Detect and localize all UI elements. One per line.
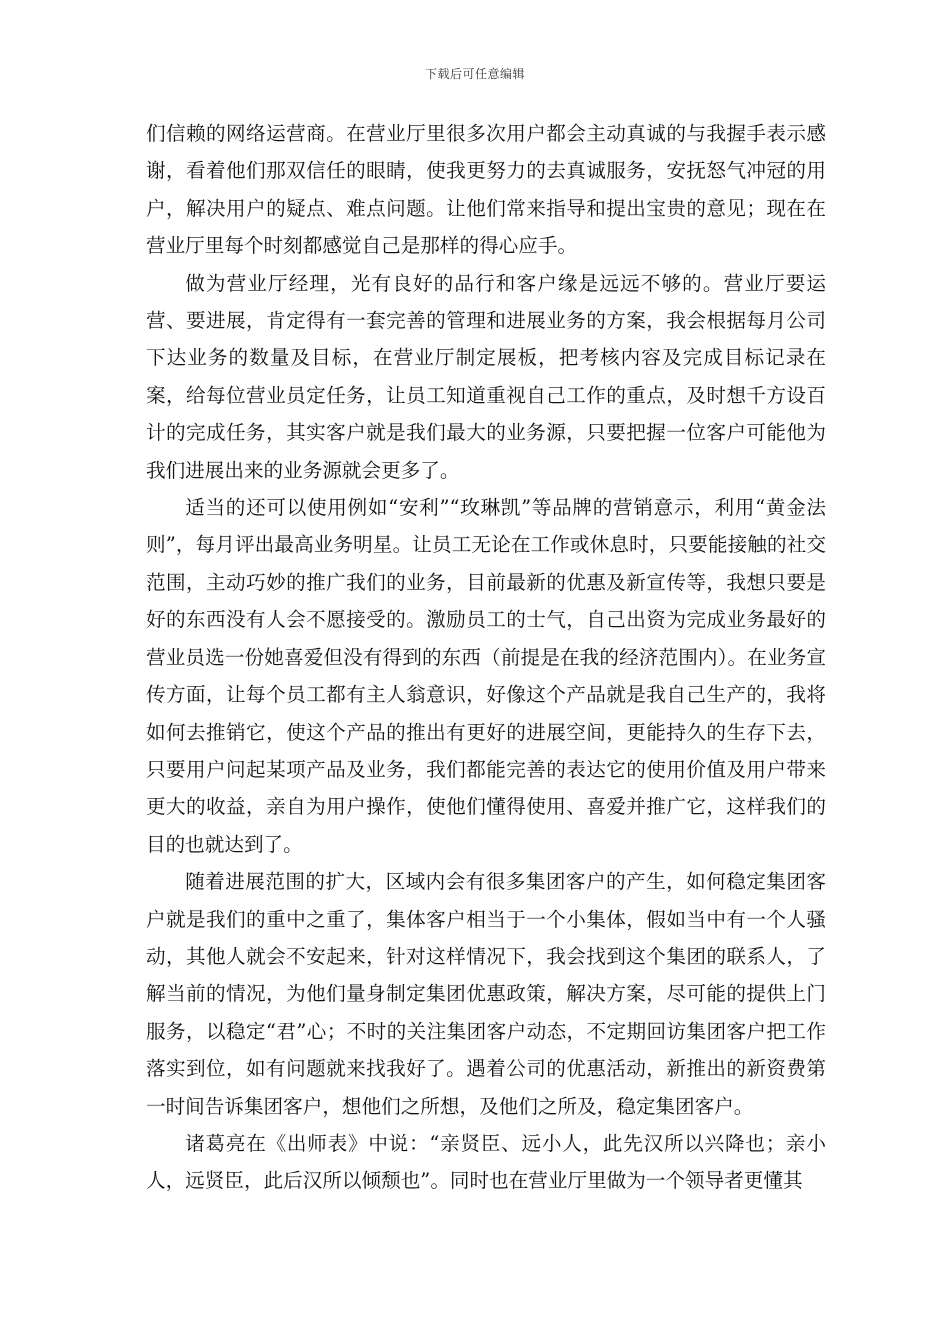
paragraph-5: 诸葛亮在《出师表》中说：“亲贤臣、远小人，此先汉所以兴降也；亲小人，远贤臣，此后汉所以倾颓也”。同时也在营业厅里做为一个领导者更懂其 (146, 1131, 826, 1193)
paragraph-2: 做为营业厅经理，光有良好的品行和客户缘是远远不够的。营业厅要运营、要进展，肯定得有一套完善的管理和进展业务的方案，我会根据每月公司下达业务的数量及目标，在营业厅制定展板，把考核内容及完成目标记录在案，给每位营业员定任务，让员工知道重视自己工作的重点，及时想千方设百计的完成任务，其实客户就是我们最大的业务源，只要把握一位客户可能他为我们进展出来的业务源就会更多了。 (146, 271, 826, 482)
document-body (146, 115, 826, 1200)
paragraph-4: 随着进展范围的扩大，区域内会有很多集团客户的产生，如何稳定集团客户就是我们的重中之重了，集体客户相当于一个小集体，假如当中有一个人骚动，其他人就会不安起来，针对这样情况下，我会找到这个集团的联系人，了解当前的情况，为他们量身制定集团优惠政策，解决方案，尽可能的提供上门服务，以稳定“君”心；不时的关注集团客户动态，不定期回访集团客户把工作落实到位，如有问题就来找我好了。遇着公司的优惠活动，新推出的新资费第一时间告诉集团客户，想他们之所想，及他们之所及，稳定集团客户。 (146, 870, 826, 1118)
paragraph-3: 适当的还可以使用例如“安利”“玫琳凯”等品牌的营销意示，利用“黄金法则”，每月评出最高业务明星。让员工无论在工作或休息时，只要能接触的社交范围，主动巧妙的推广我们的业务，目前最新的优惠及新宣传等，我想只要是好的东西没有人会不愿接受的。激励员工的士气，自己出资为完成业务最好的营业员选一份她喜爱但没有得到的东西（前提是在我的经济范围内）。在业务宣传方面，让每个员工都有主人翁意识，好像这个产品就是我自己生产的，我将如何去推销它，使这个产品的推出有更好的进展空间，更能持久的生存下去，只要用户问起某项产品及业务，我们都能完善的表达它的使用价值及用户带来更大的收益，亲自为用户操作，使他们懂得使用、喜爱并推广它，这样我们的目的也就达到了。 (146, 496, 826, 856)
page-header: 下载后可任意编辑 (424, 67, 525, 81)
paragraph-1: 们信赖的网络运营商。在营业厅里很多次用户都会主动真诚的与我握手表示感谢，看着他们那双信任的眼睛，使我更努力的去真诚服务，安抚怒气冲冠的用户，解决用户的疑点、难点问题。让他们常来指导和提出宝贵的意见；现在在营业厅里每个时刻都感觉自己是那样的得心应手。 (146, 122, 826, 258)
